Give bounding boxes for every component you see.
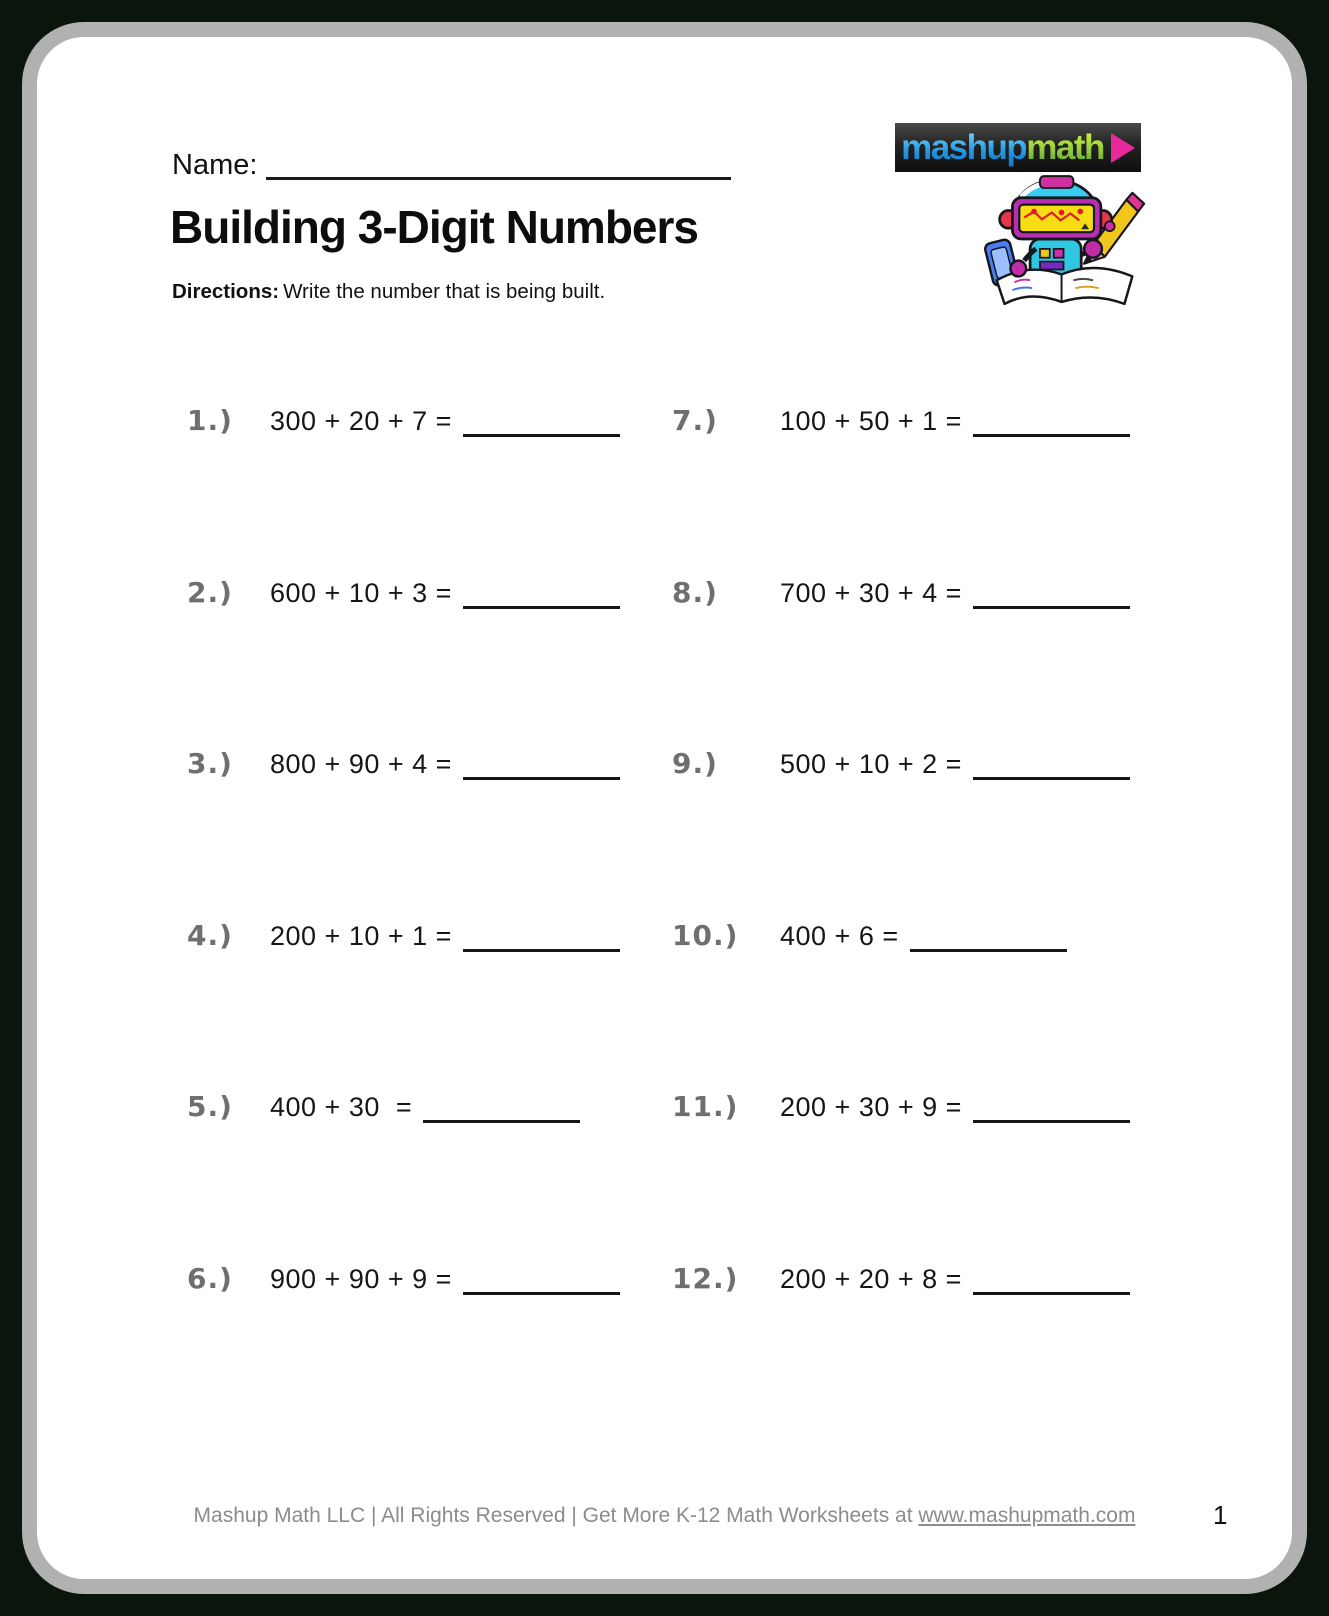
- problem-expression: 500 + 10 + 2 =: [780, 749, 962, 779]
- problem-expression: 200 + 30 + 9 =: [780, 1092, 962, 1122]
- worksheet-page: [22, 22, 1307, 1594]
- problem-row: [187, 1262, 672, 1434]
- answer-blank[interactable]: [910, 949, 1067, 952]
- answer-blank[interactable]: [973, 777, 1130, 780]
- problem-number: 1.): [187, 404, 233, 437]
- problem-expression: 300 + 20 + 7 =: [270, 406, 452, 436]
- footer: [37, 1504, 1292, 1528]
- problem-row: [187, 747, 672, 919]
- page-number: 1: [1213, 1500, 1228, 1530]
- problem-row: [187, 576, 672, 748]
- problem-expression: 700 + 30 + 4 =: [780, 577, 962, 608]
- problem-row: [672, 1262, 1130, 1434]
- answer-blank[interactable]: [973, 1292, 1130, 1295]
- directions-text: Directions: Write the number that is being built.: [172, 280, 606, 303]
- problem-expression: 200 + 10 + 1 =: [270, 920, 452, 951]
- problem-row: [672, 919, 1130, 1091]
- play-triangle-icon: [1111, 133, 1135, 163]
- answer-blank[interactable]: [423, 1120, 580, 1123]
- problem-expression: 400 + 6 =: [780, 920, 899, 951]
- problem-number: 12.): [672, 1261, 739, 1295]
- name-row: [172, 149, 731, 182]
- page-title: Building 3-Digit Numbers: [170, 201, 698, 253]
- answer-blank[interactable]: [463, 434, 620, 437]
- directions-label: Directions:: [172, 280, 280, 303]
- problem-row: [672, 576, 1130, 748]
- problem-number: 10.): [672, 918, 739, 952]
- problem-row: [187, 404, 672, 576]
- answer-blank[interactable]: [463, 1292, 620, 1295]
- answer-blank[interactable]: [463, 606, 620, 609]
- problem-expression: 200 + 20 + 8 =: [780, 1263, 962, 1294]
- answer-blank[interactable]: [463, 949, 620, 952]
- footer-link[interactable]: www.mashupmath.com: [918, 1504, 1136, 1527]
- problem-row: [672, 1090, 1130, 1262]
- answer-blank[interactable]: [973, 434, 1130, 437]
- problem-row: [187, 919, 672, 1091]
- problem-number: 9.): [672, 747, 718, 780]
- problem-number: 5.): [187, 1090, 233, 1123]
- problem-number: 2.): [187, 575, 233, 609]
- problem-expression: 600 + 10 + 3 =: [270, 577, 452, 608]
- problem-number: 4.): [187, 918, 233, 952]
- problem-number: 8.): [672, 575, 718, 609]
- answer-blank[interactable]: [973, 606, 1130, 609]
- footer-text: Mashup Math LLC | All Rights Reserved | Get More K-12 Math Worksheets at: [193, 1504, 919, 1527]
- name-blank-line[interactable]: [266, 177, 731, 180]
- robot-mascot-icon: [979, 165, 1151, 317]
- problem-number: 11.): [672, 1090, 739, 1123]
- problem-number: 6.): [187, 1261, 233, 1295]
- logo-word-mashup: mashup: [901, 127, 1027, 167]
- problem-number: 3.): [187, 747, 233, 780]
- problem-expression: 900 + 90 + 9 =: [270, 1263, 452, 1294]
- problem-expression: 100 + 50 + 1 =: [780, 406, 962, 436]
- problem-row: [672, 747, 1130, 919]
- problem-number: 7.): [672, 404, 718, 437]
- logo-word-math: math: [1026, 127, 1104, 167]
- problem-row: [187, 1090, 672, 1262]
- problems-grid: [187, 404, 1130, 1433]
- answer-blank[interactable]: [973, 1120, 1130, 1123]
- answer-blank[interactable]: [463, 777, 620, 780]
- problem-expression: 400 + 30 =: [270, 1092, 413, 1122]
- problem-expression: 800 + 90 + 4 =: [270, 749, 452, 779]
- name-label: Name:: [172, 149, 258, 181]
- problem-row: [672, 404, 1130, 576]
